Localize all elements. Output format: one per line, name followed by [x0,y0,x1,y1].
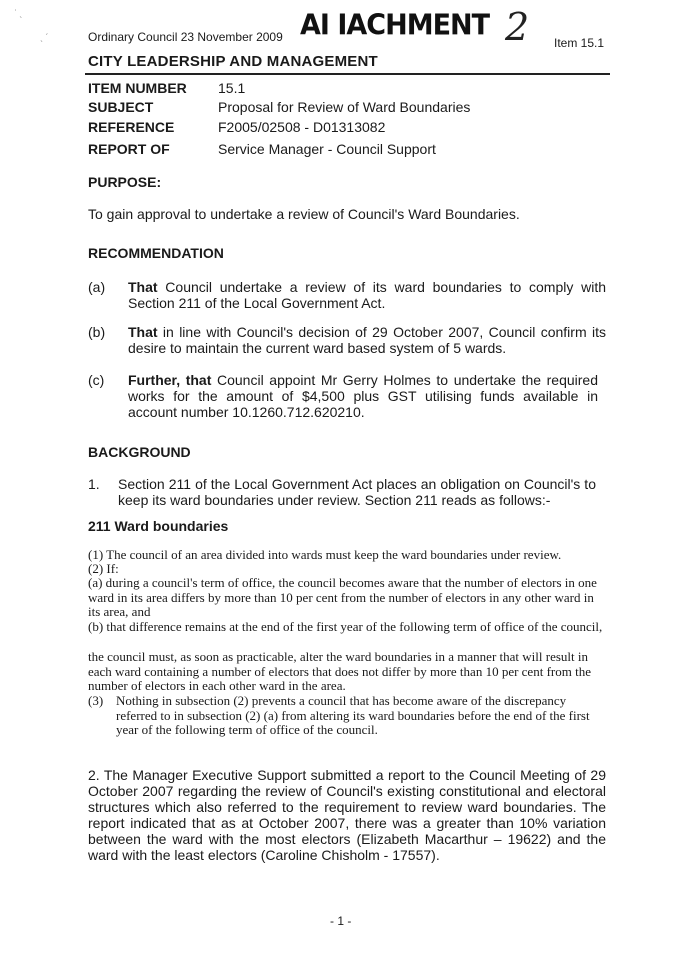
legal-clause-2: (2) If: [88,561,119,576]
recommendation-marker-a: (a) [88,279,106,295]
section-211-heading: 211 Ward boundaries [88,518,229,534]
legal-clause-1: (1) The council of an area divided into wards must keep the ward boundaries under review. [88,547,562,562]
recommendation-marker-b: (b) [88,324,106,340]
item-reference: Item 15.1 [554,36,605,50]
background-p1-marker: 1. [88,476,100,492]
attachment-stamp: AI IACHMENT [300,9,490,42]
subject-value: Proposal for Review of Ward Boundaries [218,99,471,115]
purpose-heading: PURPOSE: [88,174,162,190]
attachment-number: 2 [505,5,530,49]
recommendation-lead: Further, that [128,372,212,388]
recommendation-text: Council undertake a review of its ward boundaries to comply with Section 211 of the Local Government Act. [128,279,606,311]
legal-clause-3-marker: (3) [88,693,104,708]
legal-clause-2c: the council must, as soon as practicable, alter the ward boundaries in a manner that will result in each ward containing a number of electors that does not differ by more than 10 per cent from the number of electors in each other ward in the area. [88,649,591,693]
section-title: CITY LEADERSHIP AND MANAGEMENT [88,53,378,70]
item-number-value: 15.1 [218,80,246,96]
legal-clause-2b: (b) that difference remains at the end of the first year of the following term of office of the council, [88,619,603,634]
report-of-value: Service Manager - Council Support [218,141,436,157]
recommendation-text: in line with Council's decision of 29 October 2007, Council confirm its desire to maintain the current ward based system of 5 wards. [128,324,606,356]
scan-speck: ˙ ˏ [14,8,23,18]
subject-label: SUBJECT [88,99,154,115]
recommendation-item-c [128,372,598,420]
recommendation-lead: That [128,324,158,340]
scan-speck: ˏ ˊ [40,32,49,42]
item-number-label: ITEM NUMBER [88,80,187,96]
recommendation-item-a [128,279,606,311]
section-divider [85,73,610,75]
background-p1-text: Section 211 of the Local Government Act places an obligation on Council's to keep its ward boundaries under review. Section 211 reads as follows:- [118,476,596,508]
report-of-label: REPORT OF [88,141,170,157]
recommendation-text: Council appoint Mr Gerry Holmes to undertake the required works for the amount of $4,500 plus GST utilising funds available in account number 10.1260.712.620210. [128,372,598,420]
background-heading: BACKGROUND [88,444,191,460]
page-number: - 1 - [330,914,352,928]
purpose-text: To gain approval to undertake a review of Council's Ward Boundaries. [88,206,520,222]
reference-value: F2005/02508 - D01313082 [218,119,386,135]
recommendation-marker-c: (c) [88,372,105,388]
recommendation-item-b [128,324,606,356]
recommendation-lead: That [128,279,158,295]
reference-label: REFERENCE [88,119,175,135]
recommendation-heading: RECOMMENDATION [88,245,224,261]
legal-clause-2a: (a) during a council's term of office, the council becomes aware that the number of electors in one ward in its area differs by more than 10 per cent from the number of electors in any other ward in its area, and [88,575,597,619]
meeting-header: Ordinary Council 23 November 2009 [88,30,283,44]
legal-clause-3: Nothing in subsection (2) prevents a council that has become aware of the discrepancy referred to in subsection (2) (a) from altering its ward boundaries before the end of the first year of the following term of office of the council. [116,693,590,737]
background-p2-text: 2. The Manager Executive Support submitted a report to the Council Meeting of 29 October 2007 regarding the review of Council's existing constitutional and electoral structures which also referred to the requirement to review ward boundaries. The report indicated that as at October 2007, there was a greater than 10% variation between the ward with the most electors (Elizabeth Macarthur – 19622) and the ward with the least electors (Caroline Chisholm - 17557). [88,767,606,863]
